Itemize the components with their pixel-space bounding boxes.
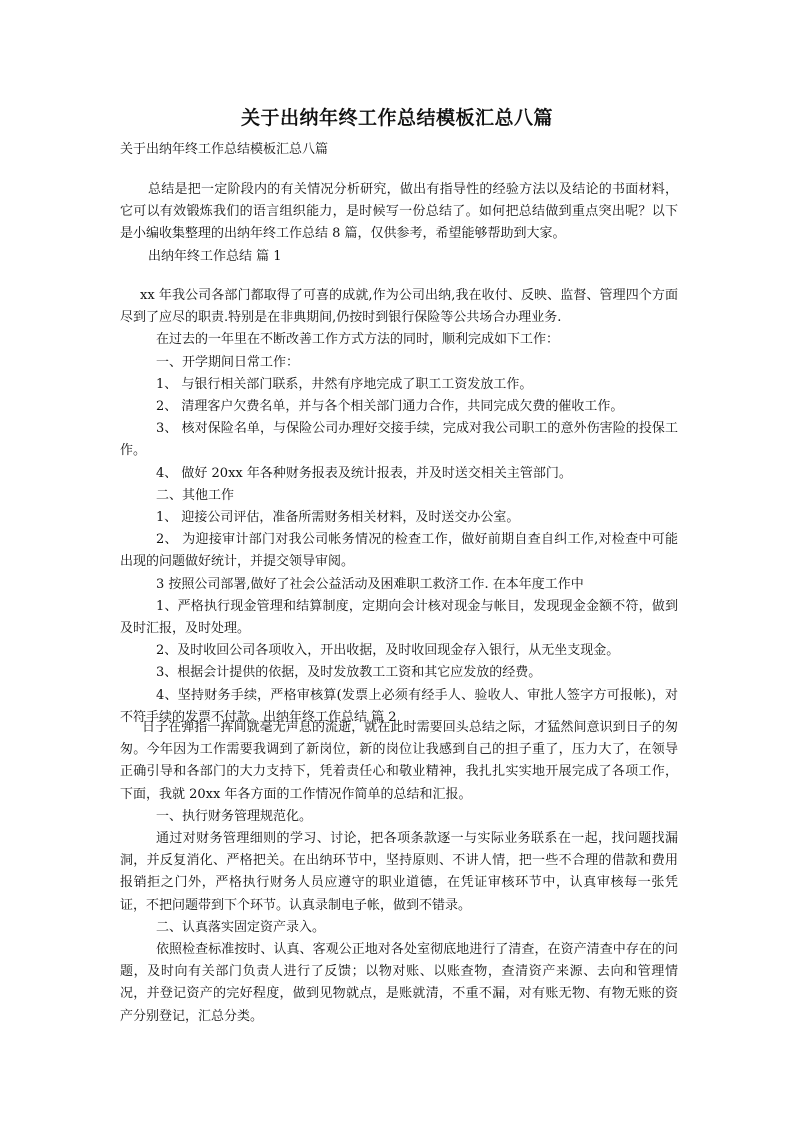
- part1-heading-daily: 一、开学期间日常工作：: [156, 354, 300, 370]
- document-title: 关于出纳年终工作总结模板汇总八篇: [240, 107, 553, 129]
- part-1-section: [120, 285, 678, 729]
- part2-body-2: 依照检查标准按时、认真、客观公正地对各处室彻底地进行了清查，在资产清查中存在的问题，及时向有关部门负责人进行了反馈；以物对账、以账查物，查清资产来源、去向和管理情况，并登记资产的完好程度，做到见物就点，是账就清，不重不漏，对有账无物、有物无账的资产分别登记，汇总分类。: [120, 942, 678, 1024]
- part-2-section: [120, 717, 678, 1028]
- intro-section: [120, 179, 678, 268]
- part1-year-item-2: 2、及时收回公司各项收入，开出收据，及时收回现金存入银行，从无坐支现金。: [156, 643, 620, 659]
- part1-opening-paragraph: xx 年我公司各部门都取得了可喜的成就,作为公司出纳,我在收付、反映、监督、管理四个方面尽到了应尽的职责.特别是在非典期间,仍按时到银行保险等公共场合办理业务.: [120, 288, 678, 326]
- part1-heading-other: 二、其他工作: [156, 487, 235, 503]
- part1-year-item-4: 4、坚持财务手续，严格审核算(发票上必须有经手人、验收人、审批人签字方可报帐)，对不符手续的发票不付款。出纳年终工作总结 篇 2: [120, 687, 678, 725]
- part1-daily-item-3: 3、 核对保险名单，与保险公司办理好交接手续，完成对我公司职工的意外伤害险的投保工作。: [120, 421, 678, 459]
- part2-heading-2: 二、认真落实固定资产录入。: [156, 919, 326, 935]
- part1-daily-item-1: 1、 与银行相关部门联系，井然有序地完成了职工工资发放工作。: [156, 376, 533, 392]
- part2-heading-1: 一、执行财务管理规范化。: [156, 808, 313, 824]
- part1-other-item-2: 2、 为迎接审计部门对我公司帐务情况的检查工作，做好前期自查自纠工作,对检查中可能出现的问题做好统计，并提交领导审阅。: [120, 532, 678, 570]
- document-subtitle: 关于出纳年终工作总结模板汇总八篇: [120, 142, 329, 157]
- part1-daily-item-2: 2、 清理客户欠费名单，并与各个相关部门通力合作，共同完成欠费的催收工作。: [156, 399, 624, 415]
- part1-tasks-intro: 在过去的一年里在不断改善工作方式方法的同时，顺利完成如下工作：: [156, 332, 560, 348]
- part1-other-item-3: 3 按照公司部署,做好了社会公益活动及困难职工救济工作. 在本年度工作中: [156, 576, 584, 592]
- part1-other-item-1: 1、 迎接公司评估，准备所需财务相关材料，及时送交办公室。: [156, 510, 520, 526]
- section-heading-1: 出纳年终工作总结 篇 1: [148, 248, 282, 264]
- part2-body-1: 通过对财务管理细则的学习、讨论，把各项条款逐一与实际业务联系在一起，找问题找漏洞，并反复消化、严格把关。在出纳环节中，坚持原则、不讲人情，把一些不合理的借款和费用报销拒之门外，严格执行财务人员应遵守的职业道德，在凭证审核环节中，认真审核每一张凭证，不把问题带到下个环节。认真录制电子帐，做到不错录。: [120, 831, 678, 913]
- part1-daily-item-4: 4、 做好 20xx 年各种财务报表及统计报表，并及时送交相关主管部门。: [156, 465, 572, 481]
- part1-year-item-3: 3、根据会计提供的依据，及时发放教工工资和其它应发放的经费。: [156, 665, 542, 681]
- part2-opening-paragraph: 日子在弹指一挥间就毫无声息的流逝，就在此时需要回头总结之际，才猛然间意识到日子的匆匆。今年因为工作需要我调到了新岗位，新的岗位让我感到自己的担子重了，压力大了，在领导正确引导和各部门的大力支持下，凭着责任心和敬业精神，我扎扎实实地开展完成了各项工作，下面，我就 20xx 年各方面的工作情况作简单的总结和汇报。: [120, 720, 678, 802]
- part1-year-item-1: 1、严格执行现金管理和结算制度，定期向会计核对现金与帐目，发现现金金额不符，做到及时汇报，及时处理。: [120, 598, 678, 637]
- intro-paragraph: 总结是把一定阶段内的有关情况分析研究，做出有指导性的经验方法以及结论的书面材料，它可以有效锻炼我们的语言组织能力，是时候写一份总结了。如何把总结做到重点突出呢？以下是小编收集整理的出纳年终工作总结 8 篇，仅供参考，希望能够帮助到大家。: [120, 182, 678, 242]
